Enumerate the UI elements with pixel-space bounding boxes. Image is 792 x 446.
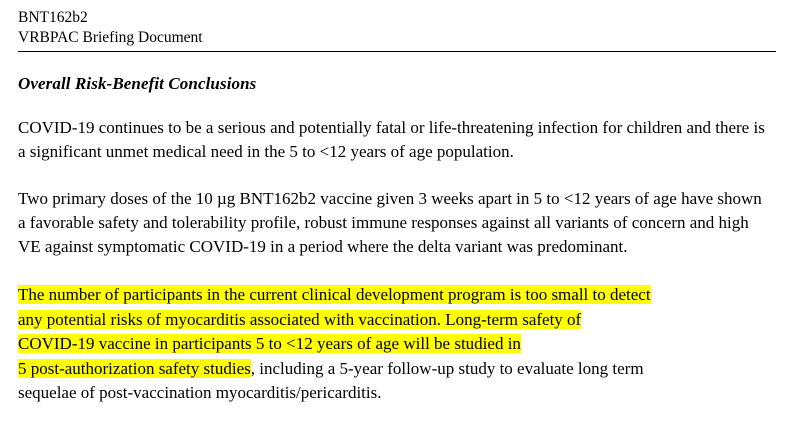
highlighted-line-5 — [18, 381, 778, 406]
highlight-span-2: any potential risks of myocarditis associated with vaccination. Long-term safety of — [18, 309, 582, 329]
highlight-span-1: The number of participants in the current clinical development program is too small to detect — [18, 284, 651, 304]
highlighted-line-1 — [18, 283, 778, 308]
plain-span-4: , including a 5-year follow-up study to evaluate long term — [250, 358, 644, 378]
paragraph-1: COVID-19 continues to be a serious and potentially fatal or life-threatening infection for children and there is a significant unmet medical need in the 5 to <12 years of age population. — [18, 118, 765, 162]
section-heading: Overall Risk-Benefit Conclusions — [18, 74, 257, 94]
highlight-span-4: 5 post-authorization safety studies — [18, 358, 251, 378]
plain-span-5: sequelae of post-vaccination myocarditis/pericarditis. — [18, 383, 382, 403]
highlighted-line-2 — [18, 308, 778, 333]
highlight-span-3: COVID-19 vaccine in participants 5 to <12 years of age will be studied in — [18, 334, 521, 354]
page-header — [18, 8, 778, 48]
highlighted-line-4 — [18, 357, 778, 382]
paragraph-2: Two primary doses of the 10 µg BNT162b2 vaccine given 3 weeks apart in 5 to <12 years of age have shown a favorable safety and tolerability profile, robust immune responses against all variants of concern and high VE against symptomatic COVID-19 in a period where the delta variant was predominant. — [18, 188, 762, 256]
header-divider — [18, 51, 776, 52]
header-line-title: BNT162b2 — [18, 9, 88, 26]
paragraph-3-highlighted — [18, 283, 778, 406]
header-line-subtitle: VRBPAC Briefing Document — [18, 29, 203, 47]
highlighted-line-3 — [18, 332, 778, 357]
